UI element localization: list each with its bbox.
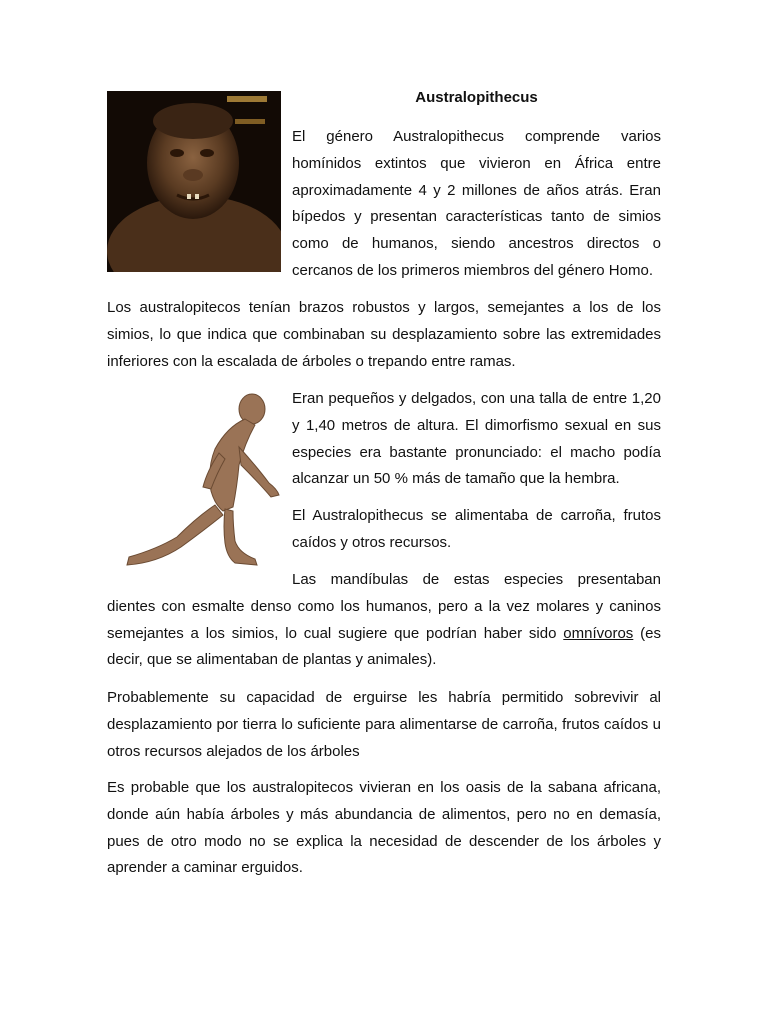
australopithecus-face-image	[107, 91, 281, 272]
paragraph-5-text: Las mandíbulas de estas especies presentaban dientes con esmalte denso como los humanos, pero a la vez molares y caninos semejantes a los simios, lo cual sugiere que podrían haber sido	[107, 571, 661, 642]
paragraph-7: Es probable que los australopitecos vivieran en los oasis de la sabana africana, donde aún había árboles y más abundancia de alimentos, pero no en demasía, pues de otro modo no se explica la necesidad de descender de los árboles y aprender a caminar erguidos.	[107, 779, 661, 877]
paragraph-4: El Australopithecus se alimentaba de carroña, frutos caídos y otros recursos.	[292, 507, 661, 551]
paragraph-2: Los australopitecos tenían brazos robustos y largos, semejantes a los de los simios, lo que indica que combinaban su desplazamiento sobre las extremidades inferiores con la escalada de árboles o trepando entre ramas.	[107, 299, 661, 370]
paragraph-5-tail: (es decir, que se alimentaban de plantas y animales).	[107, 624, 661, 669]
omnivoros-link[interactable]: omnívoros	[563, 624, 634, 642]
paragraph-6: Probablemente su capacidad de erguirse les habría permitido sobrevivir al desplazamiento por tierra lo suficiente para alimentarse de carroña, frutos caídos u otros recursos alejados de los árboles	[107, 689, 661, 760]
paragraph-3: Eran pequeños y delgados, con una talla de entre 1,20 y 1,40 metros de altura. El dimorfismo sexual en sus especies era bastante pronunciado: el macho podía alcanzar un 50 % más de tamaño que la hembra.	[292, 390, 661, 488]
paragraph-1: El género Australopithecus comprende varios homínidos extintos que vivieron en África entre aproximadamente 4 y 2 millones de años atrás. Eran bípedos y presentan características tanto de simios como de humanos, siendo ancestros directos o cercanos de los primeros miembros del género Homo.	[292, 128, 661, 279]
page-title: Australopithecus	[415, 89, 538, 106]
walking-australopithecus-image	[107, 387, 283, 573]
paragraph-5	[107, 567, 661, 674]
